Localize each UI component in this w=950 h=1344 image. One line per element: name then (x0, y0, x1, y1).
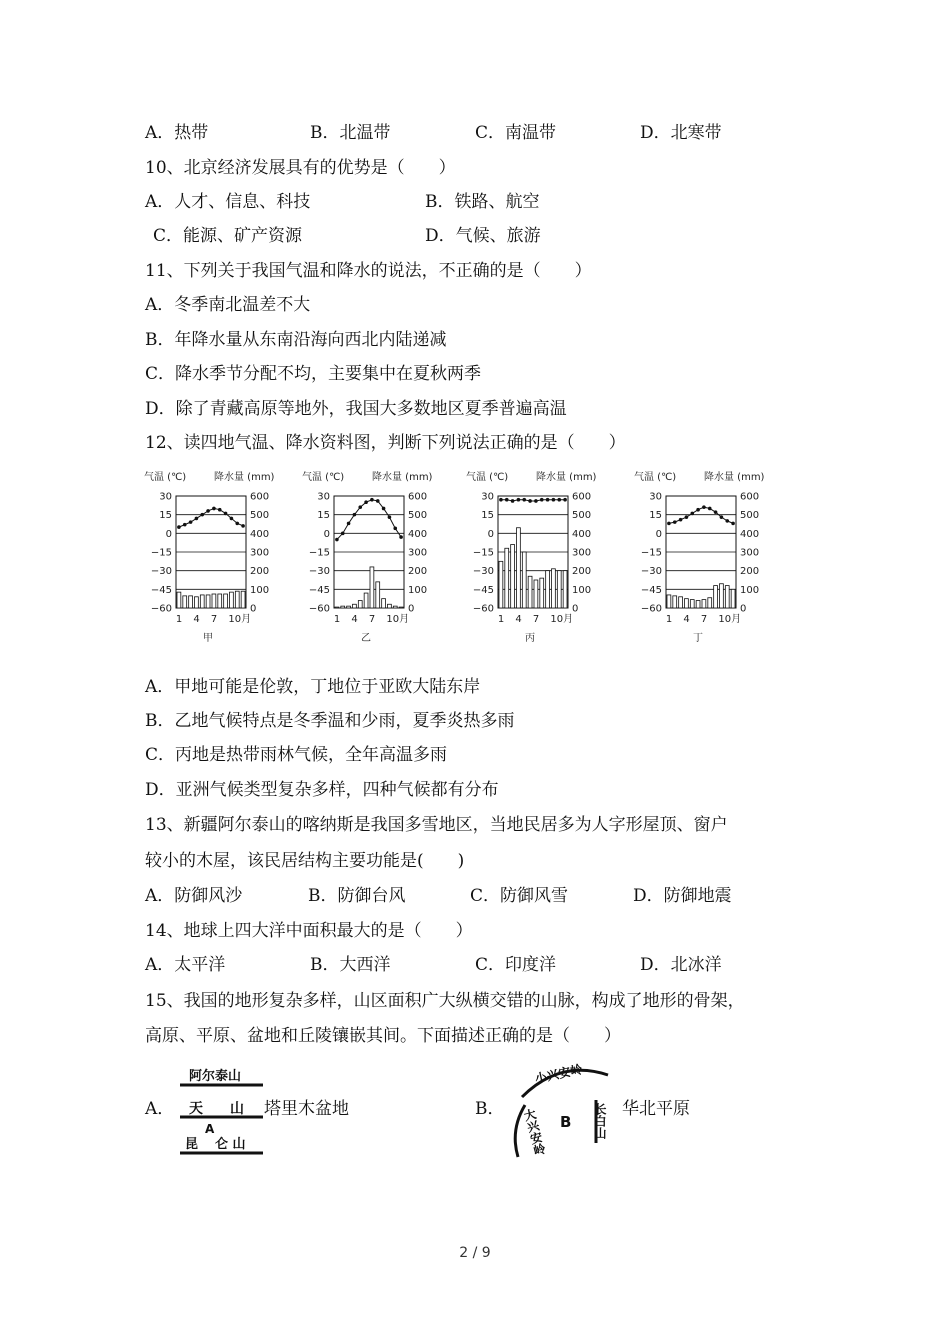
precipitation-bar (720, 584, 724, 608)
q11-option-a[interactable]: A．冬季南北温差不大 (145, 295, 311, 315)
q9-option-c[interactable]: C．南温带 (475, 123, 557, 143)
tick-label-temperature: 0 (165, 528, 172, 540)
q9-option-b[interactable]: B．北温带 (310, 123, 391, 143)
temperature-point (702, 505, 706, 509)
map-a-tianshan-left: 天 (189, 1101, 203, 1117)
tick-label-precipitation: 500 (572, 510, 592, 522)
temperature-point (399, 535, 403, 539)
tick-label-precipitation: 400 (408, 528, 428, 540)
tick-label-temperature: −60 (472, 603, 494, 615)
temperature-point (341, 532, 345, 536)
map-b-changbaishan: 长白山 (593, 1103, 607, 1139)
map-a-kunlun-left: 昆 (185, 1137, 199, 1152)
climate-chart-ding (630, 466, 790, 651)
precipitation-bar (725, 586, 729, 608)
precipitation-bar (679, 597, 683, 608)
tick-label-precipitation: 200 (408, 566, 428, 578)
temperature-point (725, 519, 729, 523)
temperature-point (230, 517, 234, 521)
temperature-point (335, 538, 339, 542)
precipitation-bar (189, 596, 193, 608)
tick-label-temperature: 30 (159, 491, 172, 503)
tick-label-temperature: 0 (655, 528, 662, 540)
temperature-point (714, 510, 718, 514)
x-tick-label: 4 (515, 614, 522, 625)
q10-option-a[interactable]: A．人才、信息、科技 (145, 192, 311, 212)
q12-stem: 12、读四地气温、降水资料图，判断下列说法正确的是（ ） (145, 433, 626, 453)
tick-label-precipitation: 200 (740, 566, 760, 578)
x-tick-label: 10月 (386, 614, 410, 625)
temperature-line (501, 500, 565, 501)
tick-label-temperature: −30 (150, 566, 172, 578)
precipitation-bar (552, 569, 556, 608)
climate-chart-yi (298, 466, 458, 651)
precipitation-bar (195, 597, 199, 608)
precipitation-bar (206, 595, 210, 608)
temperature-point (382, 507, 386, 511)
precipitation-bar (546, 571, 550, 608)
tick-label-precipitation: 500 (408, 510, 428, 522)
temperature-point (218, 508, 222, 512)
temperature-point (388, 515, 392, 519)
temperature-point (505, 498, 509, 502)
q14-option-b[interactable]: B．大西洋 (310, 955, 391, 975)
chart-title: 乙 (361, 633, 371, 644)
temperature-point (517, 498, 521, 502)
temperature-point (679, 518, 683, 522)
tick-label-temperature: 30 (481, 491, 494, 503)
q15-stem-line2: 高原、平原、盆地和丘陵镶嵌其间。下面描述正确的是（ ） (145, 1026, 621, 1046)
precipitation-bar (534, 580, 538, 608)
precipitation-bar (685, 599, 689, 608)
q9-option-a[interactable]: A．热带 (145, 123, 209, 143)
temperature-point (200, 513, 204, 517)
precipitation-bar (353, 604, 357, 608)
tick-label-temperature: 0 (323, 528, 330, 540)
tick-label-precipitation: 300 (740, 547, 760, 559)
map-b-daxinganling: 大兴安岭 (521, 1107, 548, 1158)
temperature-point (177, 525, 181, 529)
tick-label-temperature: −30 (472, 566, 494, 578)
q13-option-c[interactable]: C．防御风雪 (470, 886, 569, 906)
tick-label-temperature: −15 (150, 547, 172, 559)
tick-label-precipitation: 500 (740, 510, 760, 522)
chart-title: 甲 (203, 633, 213, 644)
temperature-point (393, 527, 397, 531)
x-tick-label: 10月 (718, 614, 742, 625)
temperature-line (179, 508, 243, 527)
temperature-point (235, 522, 239, 526)
tick-label-temperature: 30 (317, 491, 330, 503)
temperature-point (183, 523, 187, 527)
q11-option-b[interactable]: B．年降水量从东南沿海向西北内陆递减 (145, 330, 447, 350)
x-tick-label: 1 (333, 614, 341, 625)
q10-option-b[interactable]: B．铁路、航空 (425, 192, 540, 212)
temperature-line (669, 507, 733, 523)
q15-map-b (500, 1055, 625, 1165)
precipitation-bar (200, 595, 204, 608)
precipitation-bar (511, 545, 515, 608)
precipitation-bar (235, 591, 239, 608)
tick-label-temperature: −45 (308, 584, 330, 596)
ylabel-temperature: 气温 (℃) (144, 472, 187, 483)
precipitation-bar (335, 607, 339, 608)
precipitation-bar (522, 552, 526, 608)
temperature-point (673, 520, 677, 524)
temperature-point (212, 507, 216, 511)
temperature-point (358, 505, 362, 509)
tick-label-temperature: −15 (308, 547, 330, 559)
temperature-point (241, 524, 245, 528)
ylabel-precipitation: 降水量 (mm) (536, 472, 597, 483)
tick-label-precipitation: 100 (408, 584, 428, 596)
temperature-point (195, 517, 199, 521)
tick-label-temperature: −45 (640, 584, 662, 596)
tick-label-temperature: 15 (317, 510, 330, 522)
q9-option-d[interactable]: D．北寒带 (640, 123, 722, 143)
tick-label-temperature: −15 (640, 547, 662, 559)
precipitation-bar (540, 578, 544, 608)
q13-stem-line1: 13、新疆阿尔泰山的喀纳斯是我国多雪地区，当地民居多为人字形屋顶、窗户 (145, 815, 728, 835)
map-b-xiaoxinganling: 小兴安岭 (533, 1062, 584, 1086)
map-a-kunlun-right: 仑 山 (215, 1137, 246, 1152)
precipitation-bar (382, 599, 386, 608)
temperature-point (370, 498, 374, 502)
temperature-point (696, 508, 700, 512)
q14-option-d[interactable]: D．北冰洋 (640, 955, 722, 975)
precipitation-bar (183, 596, 187, 608)
map-a-tianshan-right: 山 (230, 1101, 244, 1117)
tick-label-precipitation: 100 (572, 584, 592, 596)
tick-label-temperature: −60 (150, 603, 172, 615)
q15-option-b-label[interactable]: B． (475, 1099, 505, 1119)
q10-stem: 10、北京经济发展具有的优势是（ ） (145, 158, 456, 178)
x-tick-label: 1 (665, 614, 673, 625)
q10-option-c[interactable]: C．能源、矿产资源 (153, 226, 303, 246)
precipitation-bar (557, 571, 561, 608)
tick-label-temperature: 15 (159, 510, 172, 522)
temperature-point (708, 507, 712, 511)
x-tick-label: 7 (368, 614, 376, 625)
page-number: 2 / 9 (459, 1245, 491, 1261)
tick-label-precipitation: 600 (250, 491, 270, 503)
q12-option-c[interactable]: C．丙地是热带雨林气候，全年高温多雨 (145, 745, 448, 765)
precipitation-bar (341, 606, 345, 608)
precipitation-bar (714, 586, 718, 608)
precipitation-bar (364, 593, 368, 608)
precipitation-bar (505, 548, 509, 608)
q12-option-b[interactable]: B．乙地气候特点是冬季温和少雨，夏季炎热多雨 (145, 711, 515, 731)
precipitation-bar (393, 606, 397, 608)
temperature-point (206, 509, 210, 513)
precipitation-bar (177, 592, 181, 608)
temperature-point (376, 499, 380, 503)
q11-option-d[interactable]: D．除了青藏高原等地外，我国大多数地区夏季普遍高温 (145, 399, 567, 419)
x-tick-label: 1 (175, 614, 183, 625)
tick-label-precipitation: 300 (250, 547, 270, 559)
tick-label-precipitation: 100 (740, 584, 760, 596)
tick-label-precipitation: 600 (572, 491, 592, 503)
climate-chart-bing (462, 466, 622, 651)
temperature-point (540, 498, 544, 502)
precipitation-bar (563, 571, 567, 608)
q11-stem: 11、下列关于我国气温和降水的说法，不正确的是（ ） (145, 261, 592, 281)
q12-option-d[interactable]: D．亚洲气候类型复杂多样，四种气候都有分布 (145, 780, 499, 800)
q14-stem: 14、地球上四大洋中面积最大的是（ ） (145, 921, 473, 941)
precipitation-bar (708, 598, 712, 608)
temperature-point (499, 498, 503, 502)
q11-option-c[interactable]: C．降水季节分配不均，主要集中在夏秋两季 (145, 364, 482, 384)
map-b-letter: B (560, 1113, 572, 1131)
temperature-point (563, 498, 567, 502)
precipitation-bar (376, 582, 380, 608)
x-tick-label: 4 (683, 614, 690, 625)
q15-option-b-text[interactable]: 华北平原 (622, 1099, 690, 1119)
tick-label-precipitation: 600 (408, 491, 428, 503)
temperature-point (731, 522, 735, 526)
precipitation-bar (230, 592, 234, 608)
ylabel-temperature: 气温 (℃) (466, 472, 509, 483)
tick-label-temperature: 30 (649, 491, 662, 503)
q14-option-a[interactable]: A．太平洋 (145, 955, 226, 975)
precipitation-bar (218, 594, 222, 608)
tick-label-temperature: −45 (150, 584, 172, 596)
map-a-letter: A (205, 1122, 215, 1136)
temperature-point (353, 513, 357, 517)
tick-label-precipitation: 400 (250, 528, 270, 540)
tick-label-temperature: −30 (640, 566, 662, 578)
precipitation-bar (528, 576, 532, 608)
tick-label-temperature: −15 (472, 547, 494, 559)
temperature-point (511, 499, 515, 503)
precipitation-bar (499, 561, 503, 608)
tick-label-temperature: 0 (487, 528, 494, 540)
q10-option-d[interactable]: D．气候、旅游 (425, 226, 541, 246)
q15-option-a-text[interactable]: 塔里木盆地 (264, 1099, 349, 1119)
x-tick-label: 7 (700, 614, 708, 625)
q12-option-a[interactable]: A．甲地可能是伦敦，丁地位于亚欧大陆东岸 (145, 677, 481, 697)
temperature-point (224, 512, 228, 516)
tick-label-temperature: −45 (472, 584, 494, 596)
tick-label-precipitation: 0 (408, 603, 415, 615)
tick-label-temperature: −30 (308, 566, 330, 578)
x-tick-label: 1 (497, 614, 505, 625)
tick-label-precipitation: 500 (250, 510, 270, 522)
x-tick-label: 10月 (228, 614, 252, 625)
precipitation-bar (702, 600, 706, 608)
tick-label-temperature: −60 (640, 603, 662, 615)
chart-title: 丙 (525, 633, 535, 644)
precipitation-bar (388, 604, 392, 608)
tick-label-temperature: −60 (308, 603, 330, 615)
temperature-point (534, 499, 538, 503)
tick-label-precipitation: 100 (250, 584, 270, 596)
q13-option-d[interactable]: D．防御地震 (633, 886, 732, 906)
precipitation-bar (667, 595, 671, 608)
ylabel-precipitation: 降水量 (mm) (372, 472, 433, 483)
precipitation-bar (370, 567, 374, 608)
q15-stem-line1: 15、我国的地形复杂多样，山区面积广大纵横交错的山脉，构成了地形的骨架， (145, 991, 745, 1011)
precipitation-bar (673, 596, 677, 608)
temperature-point (690, 512, 694, 516)
temperature-point (685, 515, 689, 519)
temperature-point (546, 498, 550, 502)
map-a-altai: 阿尔泰山 (189, 1069, 242, 1084)
tick-label-precipitation: 0 (250, 603, 257, 615)
temperature-point (528, 499, 532, 503)
precipitation-bar (696, 601, 700, 608)
x-tick-label: 4 (351, 614, 358, 625)
temperature-point (364, 500, 368, 504)
tick-label-precipitation: 0 (572, 603, 579, 615)
precipitation-bar (731, 589, 735, 608)
ylabel-precipitation: 降水量 (mm) (704, 472, 765, 483)
q13-option-a[interactable]: A．防御风沙 (145, 886, 243, 906)
precipitation-bar (212, 594, 216, 608)
tick-label-precipitation: 0 (740, 603, 747, 615)
tick-label-precipitation: 400 (740, 528, 760, 540)
tick-label-temperature: 15 (649, 510, 662, 522)
q15-map-a (175, 1060, 270, 1160)
climate-chart-jia (140, 466, 300, 651)
temperature-point (189, 520, 193, 524)
precipitation-bar (517, 528, 521, 608)
precipitation-bar (347, 606, 351, 608)
q14-option-c[interactable]: C．印度洋 (475, 955, 557, 975)
tick-label-precipitation: 200 (250, 566, 270, 578)
x-tick-label: 7 (210, 614, 218, 625)
chart-title: 丁 (693, 633, 703, 644)
q15-option-a-label[interactable]: A． (145, 1099, 175, 1119)
precipitation-bar (399, 607, 403, 608)
temperature-point (667, 522, 671, 526)
x-tick-label: 7 (532, 614, 540, 625)
temperature-point (347, 522, 351, 526)
q13-stem-line2: 较小的木屋，该民居结构主要功能是( ) (145, 851, 465, 871)
temperature-point (720, 515, 724, 519)
x-tick-label: 4 (193, 614, 200, 625)
temperature-point (552, 498, 556, 502)
temperature-point (557, 498, 561, 502)
ylabel-temperature: 气温 (℃) (634, 472, 677, 483)
ylabel-precipitation: 降水量 (mm) (214, 472, 275, 483)
tick-label-precipitation: 400 (572, 528, 592, 540)
tick-label-precipitation: 300 (572, 547, 592, 559)
precipitation-bar (241, 591, 245, 608)
precipitation-bar (224, 594, 228, 608)
precipitation-bar (358, 601, 362, 608)
q13-option-b[interactable]: B．防御台风 (308, 886, 406, 906)
tick-label-precipitation: 600 (740, 491, 760, 503)
precipitation-bar (690, 600, 694, 608)
tick-label-precipitation: 300 (408, 547, 428, 559)
x-tick-label: 10月 (550, 614, 574, 625)
tick-label-temperature: 15 (481, 510, 494, 522)
ylabel-temperature: 气温 (℃) (302, 472, 345, 483)
temperature-point (522, 498, 526, 502)
tick-label-precipitation: 200 (572, 566, 592, 578)
